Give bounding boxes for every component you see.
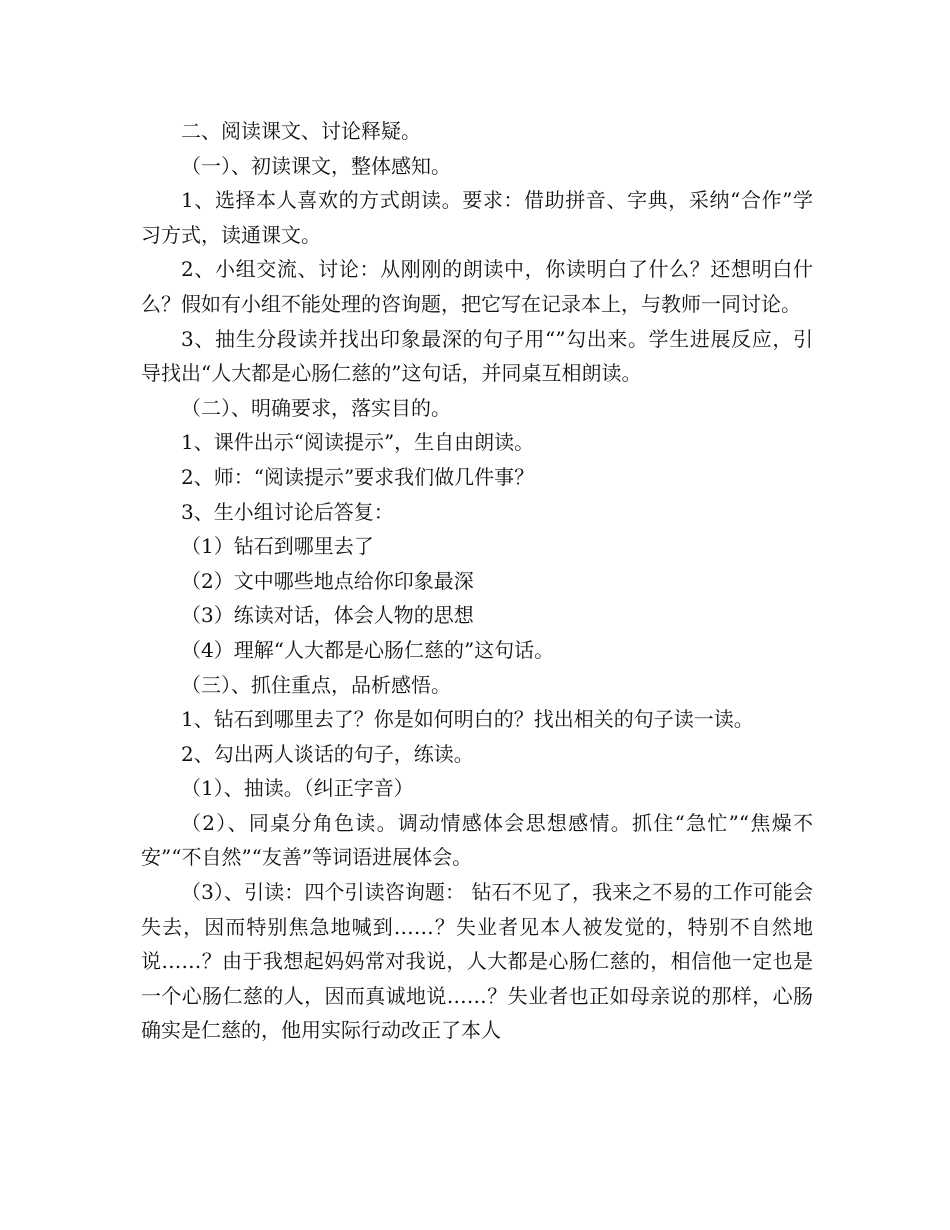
paragraph: 2、勾出两人谈话的句子，练读。 (181, 741, 474, 766)
subsection-heading: （二）、明确要求，落实目的。 (181, 395, 451, 420)
list-item: （3）练读对话，体会人物的思想 (181, 603, 474, 628)
paragraph: 1、选择本人喜欢的方式朗读。要求：借助拼音、字典，采纳“合作”学习方式，读通课文。 (141, 188, 813, 247)
paragraph: 2、师：“阅读提示”要求我们做几件事？ (181, 464, 535, 489)
section-heading: 二、阅读课文、讨论释疑。 (181, 119, 421, 143)
list-item: （1）、抽读。（纠正字音） (181, 776, 414, 801)
paragraph: 3、抽生分段读并找出印象最深的句子用“”勾出来。学生进展反应，引导找出“人大都是心肠仁慈的”这句话，并同桌互相朗读。 (141, 326, 813, 386)
list-item: （4）理解“人大都是心肠仁慈的”这句话。 (181, 637, 555, 662)
list-item: （2）文中哪些地点给你印象最深 (181, 568, 474, 593)
list-item: （3）、引读：四个引读咨询题： 钻石不见了，我来之不易的工作可能会失去，因而特别焦急地喊到……？失业者见本人被发觉的，特别不自然地说……？由于我想起妈妈常对我说，人大都是心肠仁慈的，相信他一定也是一个心肠仁慈的人，因而真诚地说……？失业者也正如母亲说的那样，心肠确实是仁慈的，他用实际行动改正了本人 (141, 880, 813, 1043)
paragraph: 3、生小组讨论后答复： (181, 499, 394, 524)
list-item: （2）、同桌分角色读。调动情感体会思想感情。抓住“急忙”“焦燥不安”“不自然”“友善”等词语进展体会。 (141, 810, 813, 870)
document-body (141, 114, 813, 1048)
paragraph: 1、课件出示“阅读提示”，生自由朗读。 (181, 430, 535, 455)
paragraph: 1、钻石到哪里去了？你是如何明白的？找出相关的句子读一读。 (181, 707, 754, 732)
subsection-heading: （一）、初读课文，整体感知。 (181, 153, 451, 178)
subsection-heading: （三）、抓住重点，品析感悟。 (181, 672, 451, 697)
paragraph: 2、小组交流、讨论：从刚刚的朗读中，你读明白了什么？还想明白什么？假如有小组不能处理的咨询题，把它写在记录本上，与教师一同讨论。 (141, 257, 813, 316)
list-item: （1）钻石到哪里去了 (181, 534, 374, 559)
